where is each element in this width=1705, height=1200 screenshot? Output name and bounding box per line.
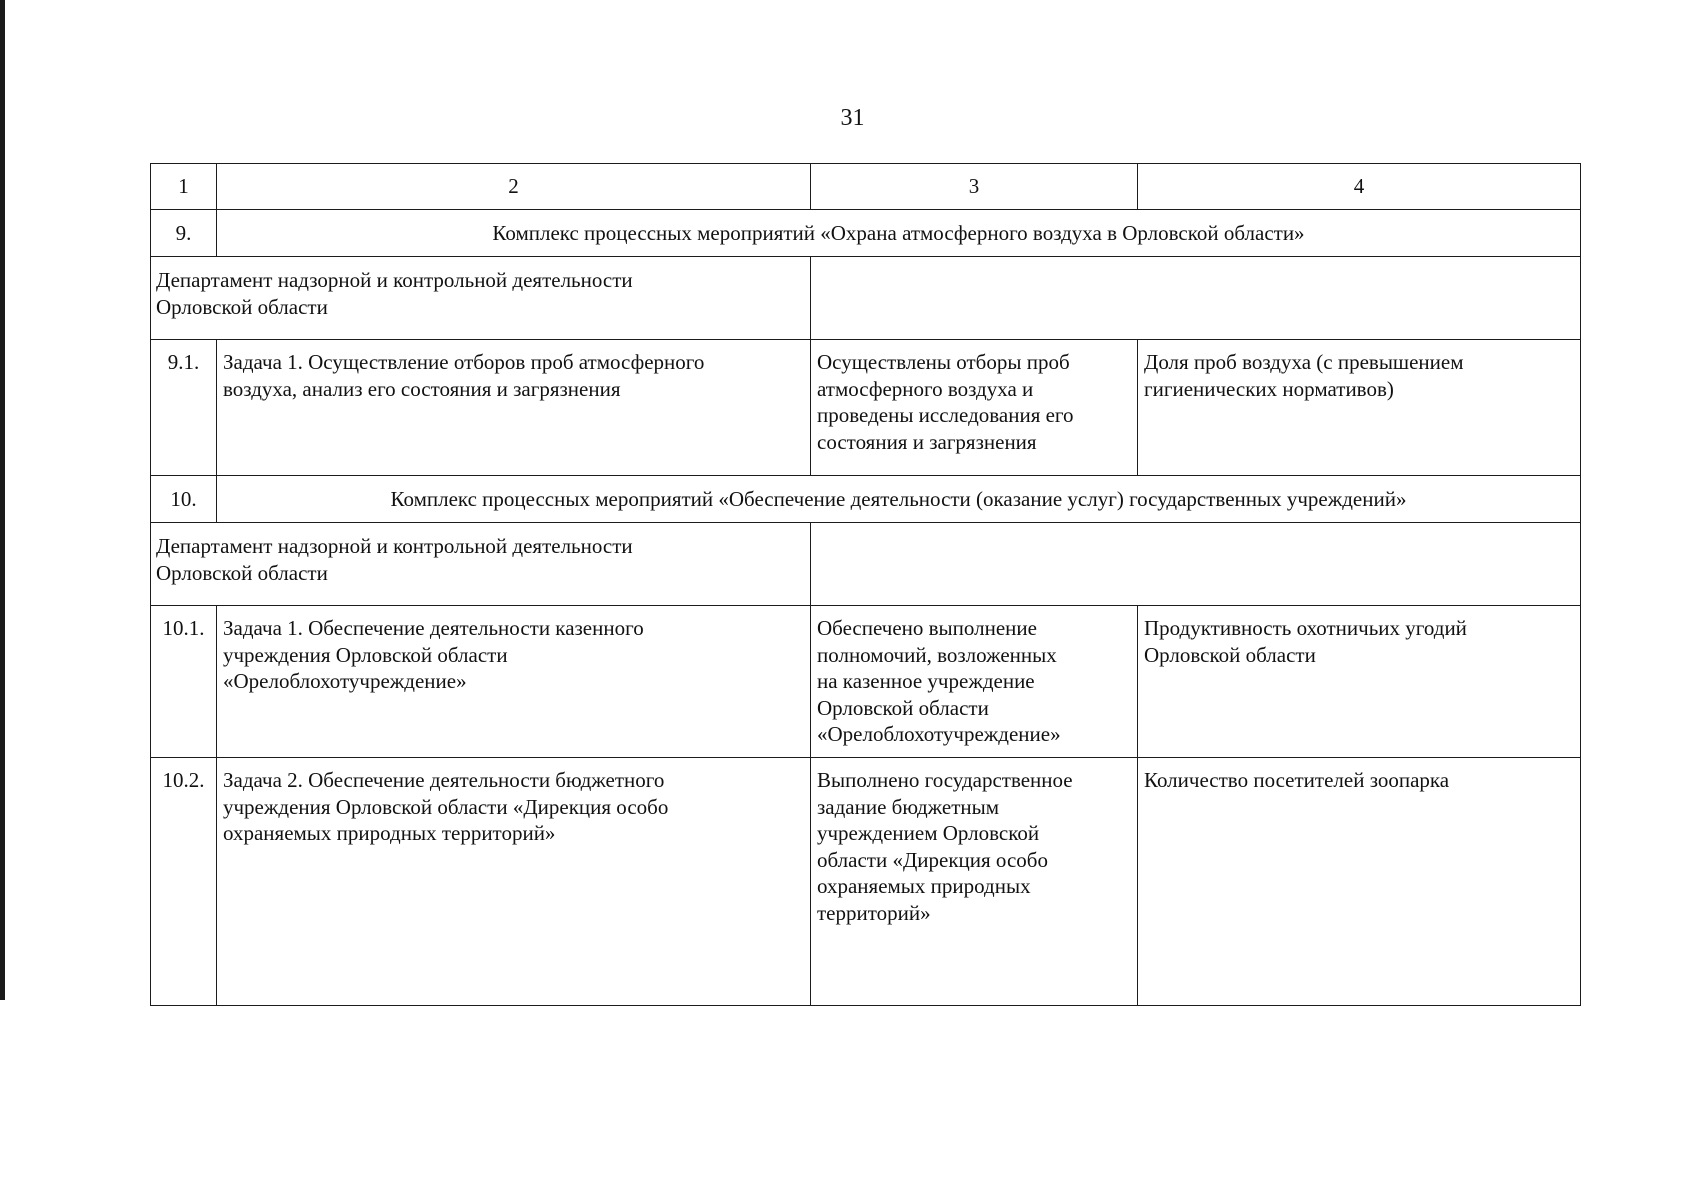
task-row-10-2 [151,758,1581,1006]
section-row-10 [151,476,1581,523]
task-description: Задача 1. Осуществление отборов проб атмосферного воздуха, анализ его состояния и загрязнения [217,340,811,476]
responsible-row-9 [151,257,1581,340]
task-row-10-1 [151,606,1581,758]
responsible-row-10 [151,523,1581,606]
section-row-9 [151,210,1581,257]
task-result: Обеспечено выполнение полномочий, возложенных на казенное учреждение Орловской области «Орелоблохотучреждение» [811,606,1138,758]
task-result: Осуществлены отборы проб атмосферного воздуха и проведены исследования его состояния и загрязнения [811,340,1138,476]
column-number-4: 4 [1138,164,1581,210]
section-title: Комплекс процессных мероприятий «Охрана атмосферного воздуха в Орловской области» [217,210,1581,257]
column-number-2: 2 [217,164,811,210]
task-row-9-1 [151,340,1581,476]
empty-cell [811,257,1581,340]
task-indicator: Доля проб воздуха (с превышением гигиенических нормативов) [1138,340,1581,476]
task-number: 10.2. [151,758,217,1006]
responsible-department: Департамент надзорной и контрольной деятельности Орловской области [151,523,811,606]
responsible-department: Департамент надзорной и контрольной деятельности Орловской области [151,257,811,340]
task-indicator: Продуктивность охотничьих угодий Орловской области [1138,606,1581,758]
section-title: Комплекс процессных мероприятий «Обеспечение деятельности (оказание услуг) государственных учреждений» [217,476,1581,523]
task-description: Задача 2. Обеспечение деятельности бюджетного учреждения Орловской области «Дирекция особо охраняемых природных территорий» [217,758,811,1006]
task-indicator: Количество посетителей зоопарка [1138,758,1581,1006]
task-number: 9.1. [151,340,217,476]
column-number-1: 1 [151,164,217,210]
column-number-row [151,164,1581,210]
task-number: 10.1. [151,606,217,758]
column-number-3: 3 [811,164,1138,210]
task-description: Задача 1. Обеспечение деятельности казенного учреждения Орловской области «Орелоблохотучреждение» [217,606,811,758]
section-number: 10. [151,476,217,523]
section-number: 9. [151,210,217,257]
measures-table [150,163,1581,1006]
empty-cell [811,523,1581,606]
task-result: Выполнено государственное задание бюджетным учреждением Орловской области «Дирекция особо охраняемых природных территорий» [811,758,1138,1006]
page-number: 31 [840,105,865,131]
scan-edge [0,0,5,1000]
